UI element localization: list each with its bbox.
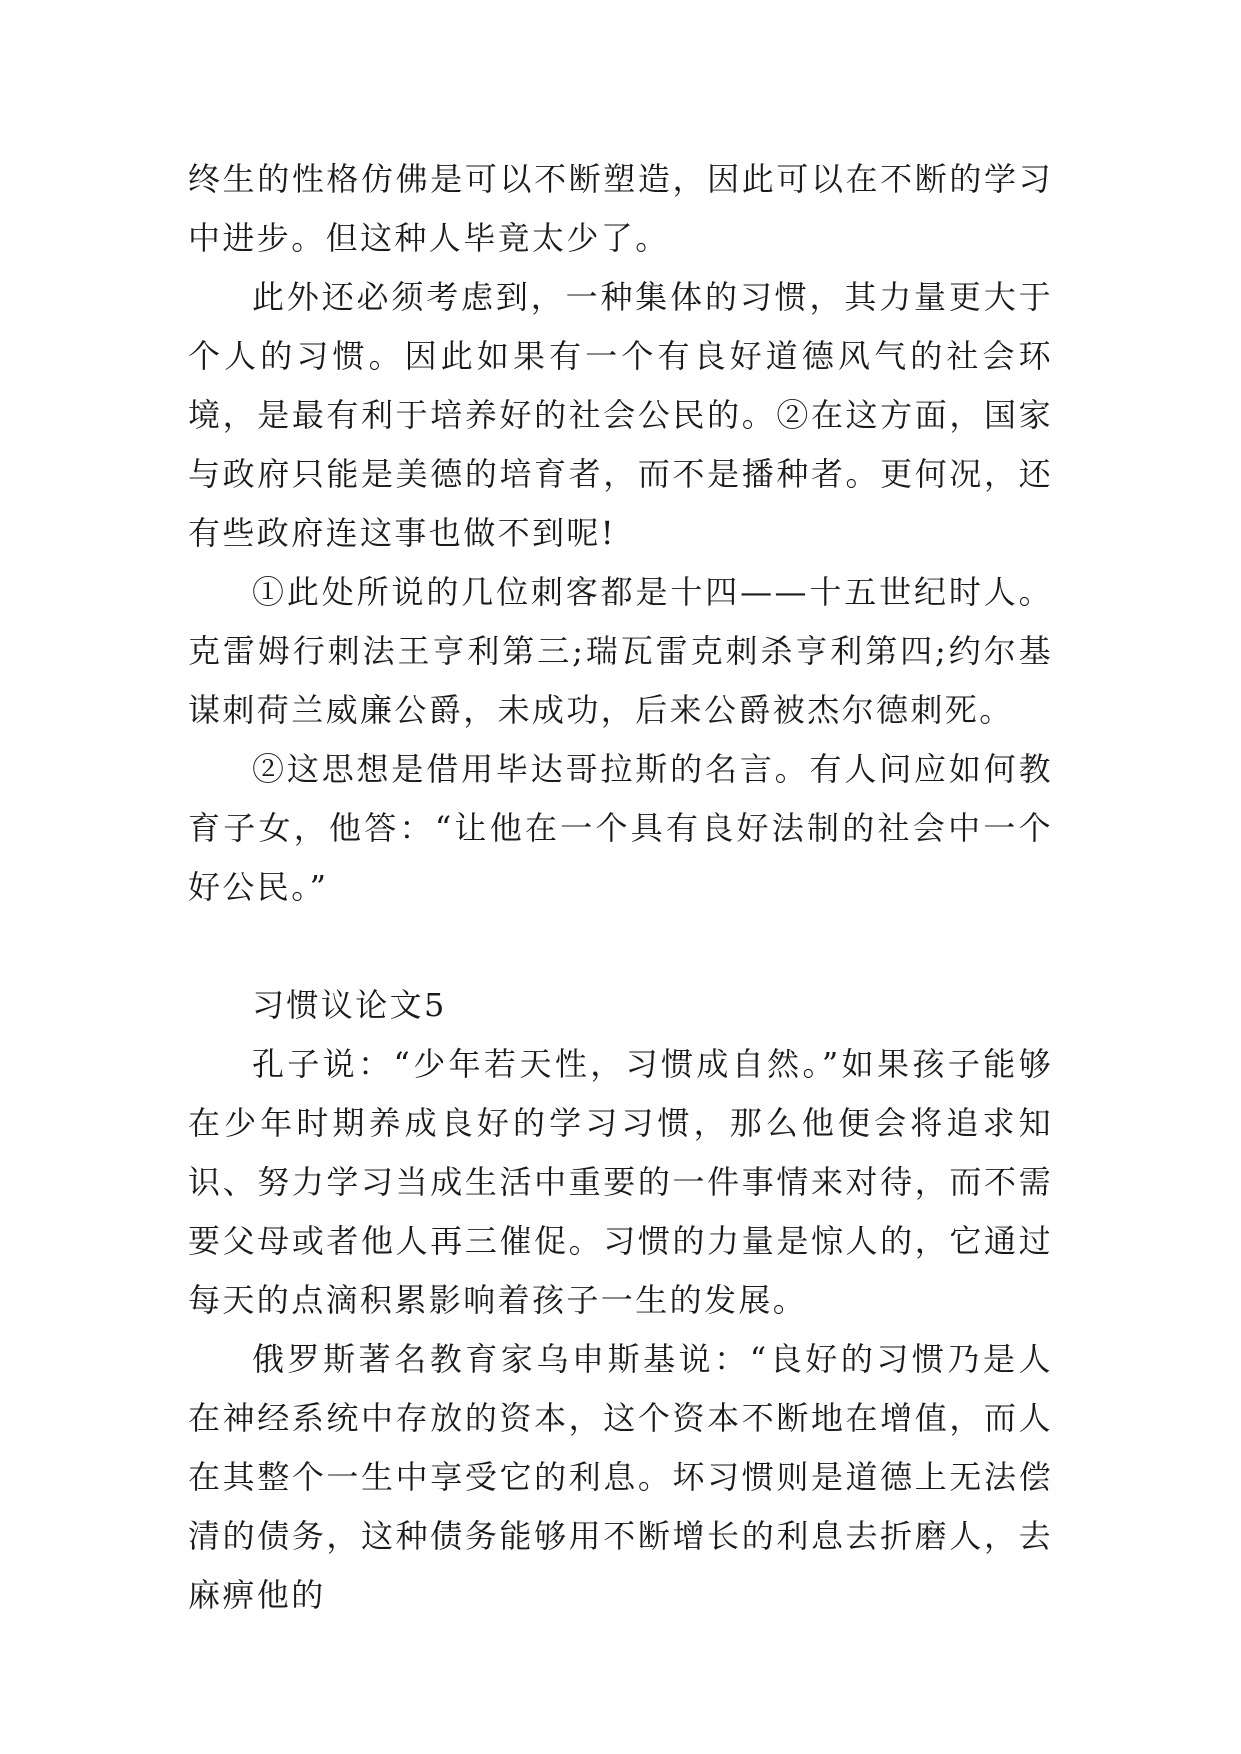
section-gap [188, 917, 1053, 976]
paragraph-continuation: 终生的性格仿佛是可以不断塑造，因此可以在不断的学习中进步。但这种人毕竟太少了。 [188, 160, 1053, 257]
footnote-1: ①此处所说的几位刺客都是十四——十五世纪时人。克雷姆行刺法王亨利第三;瑞瓦雷克刺杀亨利第四;约尔基谋刺荷兰威廉公爵，未成功，后来公爵被杰尔德刺死。 [188, 573, 1053, 729]
paragraph-confucius: 孔子说：“少年若天性，习惯成自然。”如果孩子能够在少年时期养成良好的学习习惯，那么他便会将追求知识、努力学习当成生活中重要的一件事情来对待，而不需要父母或者他人再三催促。习惯的力量是惊人的，它通过每天的点滴积累影响着孩子一生的发展。 [188, 1045, 1053, 1319]
paragraph-collective-habit: 此外还必须考虑到，一种集体的习惯，其力量更大于个人的习惯。因此如果有一个有良好道德风气的社会环境，是最有利于培养好的社会公民的。②在这方面，国家与政府只能是美德的培育者，而不是播种者。更何况，还有些政府连这事也做不到呢! [188, 278, 1053, 552]
document-body [188, 150, 1053, 1625]
footnote-2: ②这思想是借用毕达哥拉斯的名言。有人问应如何教育子女，他答：“让他在一个具有良好法制的社会中一个好公民。” [188, 750, 1053, 906]
section-title: 习惯议论文5 [252, 986, 447, 1024]
paragraph-ushinsky: 俄罗斯著名教育家乌申斯基说：“良好的习惯乃是人在神经系统中存放的资本，这个资本不断地在增值，而人在其整个一生中享受它的利息。坏习惯则是道德上无法偿清的债务，这种债务能够用不断增长的利息去折磨人，去麻痹他的 [188, 1340, 1053, 1614]
